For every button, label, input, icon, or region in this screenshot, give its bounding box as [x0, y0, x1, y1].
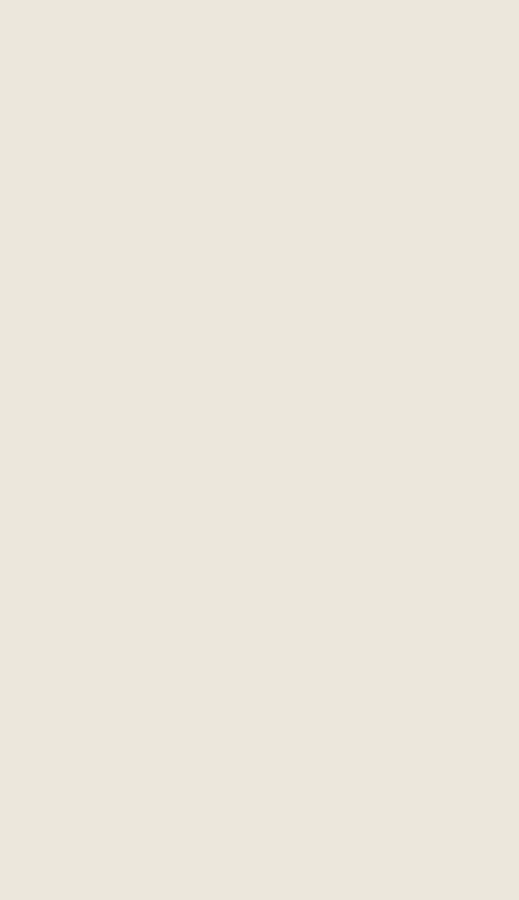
- running-header: [22, 30, 492, 56]
